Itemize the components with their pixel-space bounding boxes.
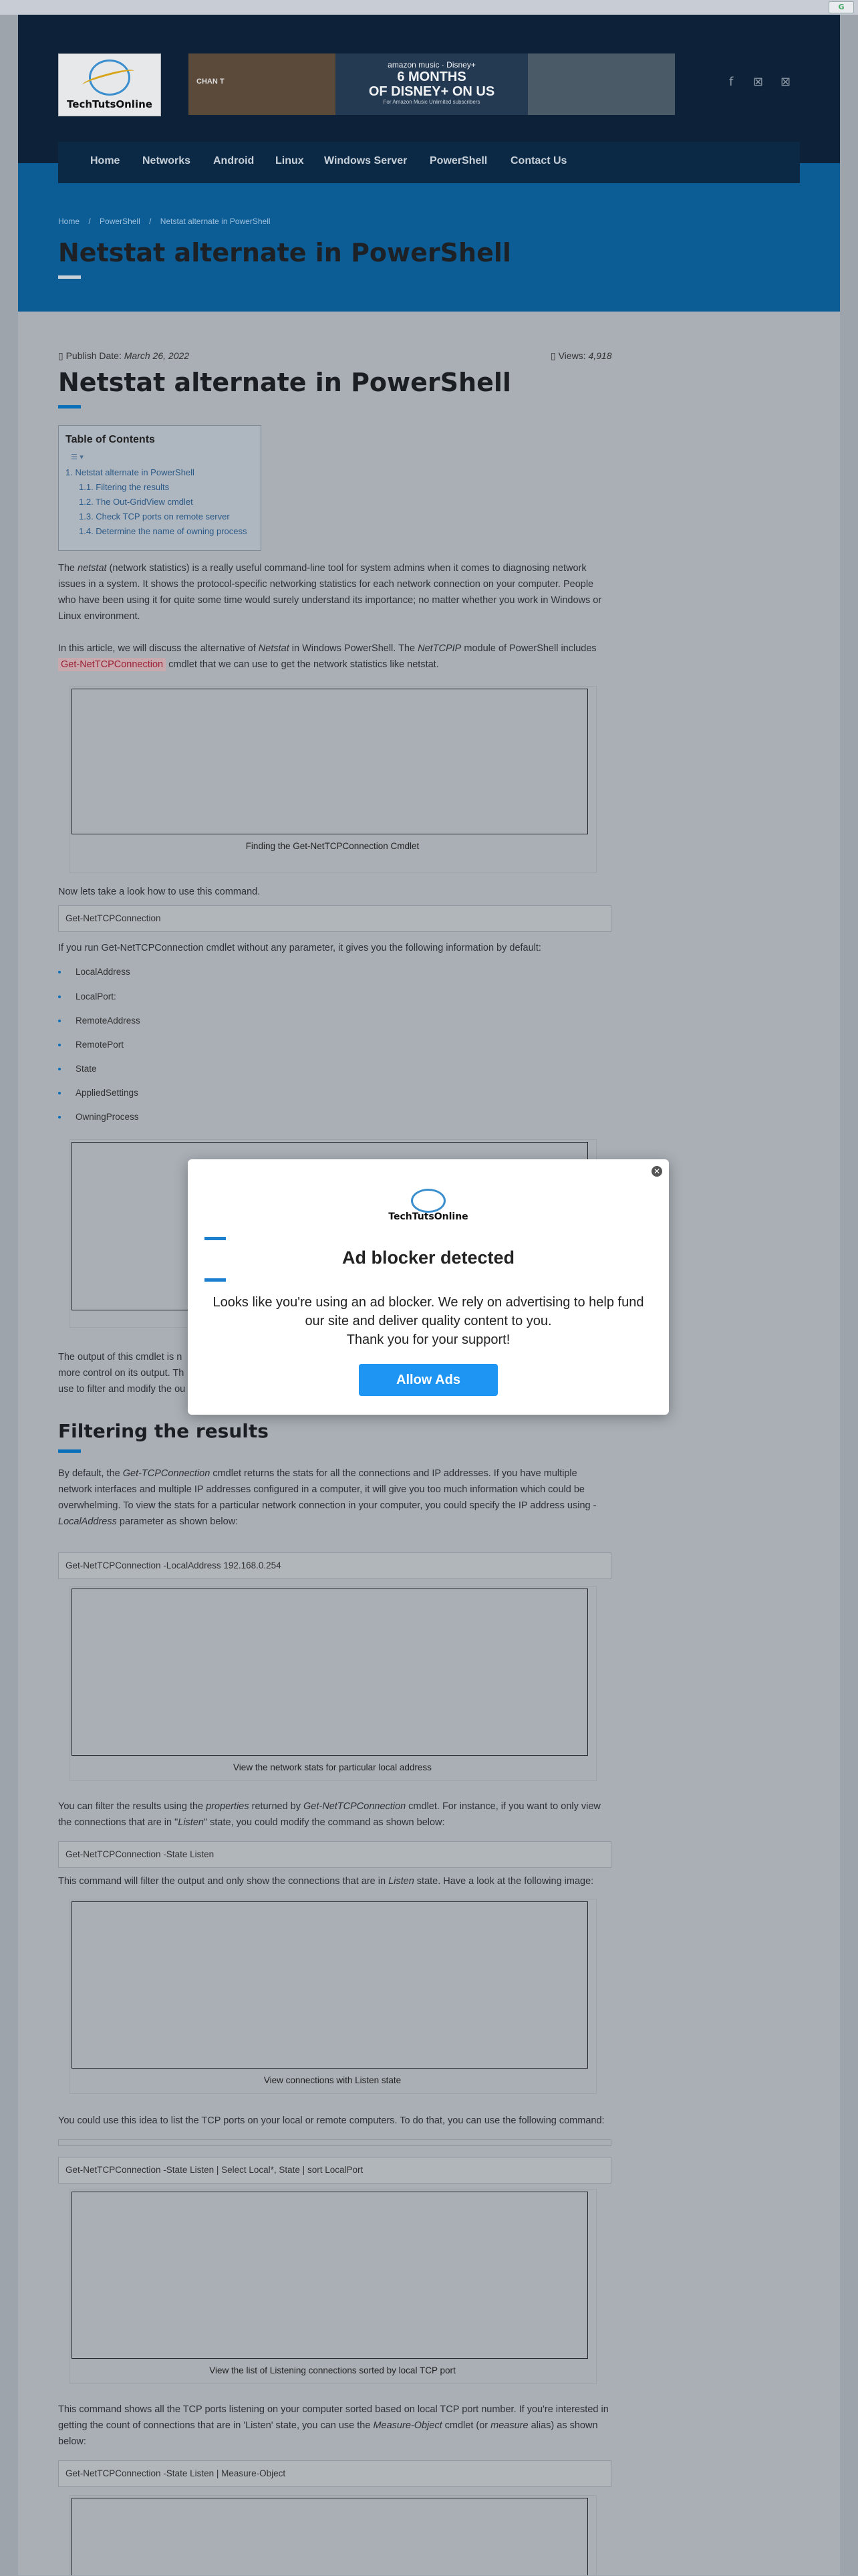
publish-date	[58, 350, 189, 362]
modal-body-line: our site and deliver quality content to you.	[305, 1314, 552, 1328]
facebook-icon[interactable]: f	[729, 75, 734, 89]
publish-date-value: March 26, 2022	[124, 350, 190, 361]
logo-text: TechTutsOnline	[67, 98, 152, 110]
paragraph-listen: This command will filter the output and only show the connections that are in Listen state. Have a look at the following image:	[58, 1876, 594, 1887]
figure-caption: View the network stats for particular local address	[233, 1762, 432, 1772]
close-icon[interactable]: ✕	[652, 1166, 662, 1177]
paragraph-filtering: By default, the Get-TCPConnection cmdlet returns the stats for all the connections and IP addresses. If you have multiple network interfaces and multiple IP addresses configured in a computer, it will give you too much information which could be overwhelming. To view the stats for a particular network connection in your computer, you could specify the IP address using -LocalAddress parameter as shown below:	[58, 1468, 597, 1527]
breadcrumb-separator: /	[149, 217, 152, 226]
figure-image	[72, 1589, 588, 1756]
bullet-icon	[58, 996, 61, 998]
title-underline	[58, 275, 81, 279]
nav-linux[interactable]: Linux	[275, 155, 304, 166]
paragraph-intro: The netstat (network statistics) is a really useful command-line tool for system admins when it comes to diagnosing network issues in a system. It shows the protocol-specific networking statistics for each network connection on your computer. People who have been using it for quite some time would surely understand its importance; no matter whether you work in Windows or Linux environment.	[58, 563, 602, 622]
figure-image	[72, 2498, 588, 2575]
bullet-icon	[58, 1116, 61, 1119]
paragraph-truncated-1: The output of this cmdlet is n	[58, 1352, 182, 1363]
site-logo[interactable]	[58, 53, 161, 116]
paragraph: If you run Get-NetTCPConnection cmdlet without any parameter, it gives you the following information by default:	[58, 943, 541, 953]
ad-copy	[335, 60, 528, 105]
ad-brand: amazon music · Disney+	[388, 60, 476, 70]
google-translate-icon[interactable]: G	[829, 1, 854, 13]
list-item: RemoteAddress	[58, 1016, 140, 1026]
article-title: Netstat alternate in PowerShell	[58, 368, 511, 397]
paragraph-alternative: In this article, we will discuss the alternative of Netstat in Windows PowerShell. The NetTCPIP module of PowerShell includes Get-NetTCPConnection cmdlet that we can use to get the network statistics like netstat.	[58, 643, 597, 670]
code-block[interactable]: Get-NetTCPConnection -State Listen | Select Local*, State | sort LocalPort	[58, 2157, 611, 2184]
page-title: Netstat alternate in PowerShell	[58, 238, 511, 267]
views-count	[551, 350, 612, 362]
ad-headline-2: OF DISNEY+ ON US	[368, 84, 495, 99]
bullet-icon	[58, 971, 61, 973]
inline-code: Get-NetTCPConnection	[58, 658, 166, 671]
modal-logo-text: TechTutsOnline	[388, 1211, 468, 1222]
main-nav	[58, 142, 800, 183]
toc-item[interactable]: 1.3. Check TCP ports on remote server	[79, 511, 230, 521]
breadcrumb-separator: /	[88, 217, 91, 226]
paragraph-truncated-3: use to filter and modify the ou	[58, 1384, 186, 1395]
list-item: AppliedSettings	[58, 1088, 138, 1098]
bullet-icon	[58, 1020, 61, 1022]
code-block[interactable]: Get-NetTCPConnection -State Listen	[58, 1841, 611, 1868]
modal-body-line: Looks like you're using an ad blocker. We rely on advertising to help fund	[212, 1295, 644, 1310]
paragraph-truncated-2: more control on its output. Th	[58, 1368, 184, 1379]
nav-powershell[interactable]: PowerShell	[430, 155, 488, 166]
code-block[interactable]: Get-NetTCPConnection -State Listen | Measure-Object	[58, 2460, 611, 2487]
bullet-icon	[58, 1092, 61, 1094]
nav-home[interactable]: Home	[90, 155, 120, 166]
code-block[interactable]: Get-NetTCPConnection	[58, 905, 611, 932]
ad-image-right	[528, 53, 675, 115]
toc-item[interactable]: 1.4. Determine the name of owning process	[79, 526, 247, 536]
nav-contact-us[interactable]: Contact Us	[511, 155, 567, 166]
nav-windows-server[interactable]: Windows Server	[324, 155, 408, 166]
accent-dash	[204, 1237, 226, 1240]
nav-android[interactable]: Android	[213, 155, 255, 166]
toc-item[interactable]: 1.1. Filtering the results	[79, 482, 170, 492]
globe-icon	[89, 60, 130, 96]
table-of-contents	[58, 425, 261, 551]
breadcrumb-powershell[interactable]: PowerShell	[100, 217, 140, 226]
list-item: OwningProcess	[58, 1112, 139, 1122]
site-header	[18, 15, 840, 163]
ad-banner[interactable]	[188, 53, 675, 115]
figure-caption: Finding the Get-NetTCPConnection Cmdlet	[245, 841, 420, 851]
toc-toggle-icon[interactable]: ☰ ▾	[71, 453, 84, 461]
email-icon[interactable]: ⊠	[780, 75, 791, 89]
list-item: RemotePort	[58, 1040, 124, 1050]
globe-icon	[411, 1189, 446, 1213]
modal-body-line: Thank you for your support!	[346, 1332, 511, 1347]
paragraph-tcp-ports: You could use this idea to list the TCP ports on your local or remote computers. To do that, you can use the following command:	[58, 2115, 605, 2126]
breadcrumb-home[interactable]: Home	[58, 217, 80, 226]
figure-image	[72, 2192, 588, 2359]
toc-item[interactable]: 1. Netstat alternate in PowerShell	[65, 467, 194, 477]
empty-code-block	[58, 2139, 611, 2146]
title-accent	[58, 405, 81, 408]
adblock-modal	[188, 1159, 669, 1415]
browser-top-strip	[0, 0, 858, 15]
paragraph-measure: This command shows all the TCP ports listening on your computer sorted based on local TCP port number. If you're interested in getting the count of connections that are in 'Listen' state, you can use the Measure-Object cmdlet (or measure alias) as shown below:	[58, 2404, 609, 2447]
section-heading-filtering: Filtering the results	[58, 1420, 269, 1442]
page-hero	[18, 163, 840, 312]
breadcrumb	[58, 217, 277, 226]
modal-body	[208, 1293, 649, 1349]
code-block[interactable]: Get-NetTCPConnection -LocalAddress 192.168.0.254	[58, 1552, 611, 1579]
figure-image	[72, 1901, 588, 2069]
calendar-icon: ▯	[58, 350, 66, 361]
figure-caption: View the list of Listening connections sorted by local TCP port	[209, 2365, 456, 2375]
heading-accent	[58, 1449, 81, 1453]
accent-dash	[204, 1278, 226, 1282]
paragraph: Now lets take a look how to use this command.	[58, 887, 261, 897]
views-label: Views:	[558, 350, 586, 361]
figure-image	[72, 689, 588, 834]
allow-ads-button[interactable]: Allow Ads	[359, 1364, 498, 1396]
bullet-icon	[58, 1044, 61, 1046]
ad-tag: CHAN T	[196, 78, 225, 86]
list-item: State	[58, 1064, 97, 1074]
breadcrumb-current: Netstat alternate in PowerShell	[160, 217, 271, 226]
nav-networks[interactable]: Networks	[142, 155, 191, 166]
publish-label: Publish Date:	[65, 350, 122, 361]
bullet-icon	[58, 1068, 61, 1070]
modal-title: Ad blocker detected	[341, 1248, 515, 1268]
figure-caption: View connections with Listen state	[263, 2075, 402, 2085]
toc-heading: Table of Contents	[65, 434, 155, 445]
ad-headline-1: 6 MONTHS	[397, 70, 466, 84]
list-item: LocalAddress	[58, 967, 130, 977]
modal-logo	[382, 1186, 475, 1226]
views-value: 4,918	[588, 350, 612, 361]
eye-icon: ▯	[551, 350, 559, 361]
ad-small-print: For Amazon Music Unlimited subscribers	[383, 99, 480, 105]
paragraph-properties: You can filter the results using the properties returned by Get-NetTCPConnection cmdlet. For instance, if you want to only view the connections that are in "Listen" state, you could modify the command as shown below:	[58, 1801, 601, 1828]
twitter-icon[interactable]: ⊠	[753, 75, 764, 89]
toc-item[interactable]: 1.2. The Out-GridView cmdlet	[79, 497, 193, 507]
list-item: LocalPort:	[58, 991, 116, 1002]
